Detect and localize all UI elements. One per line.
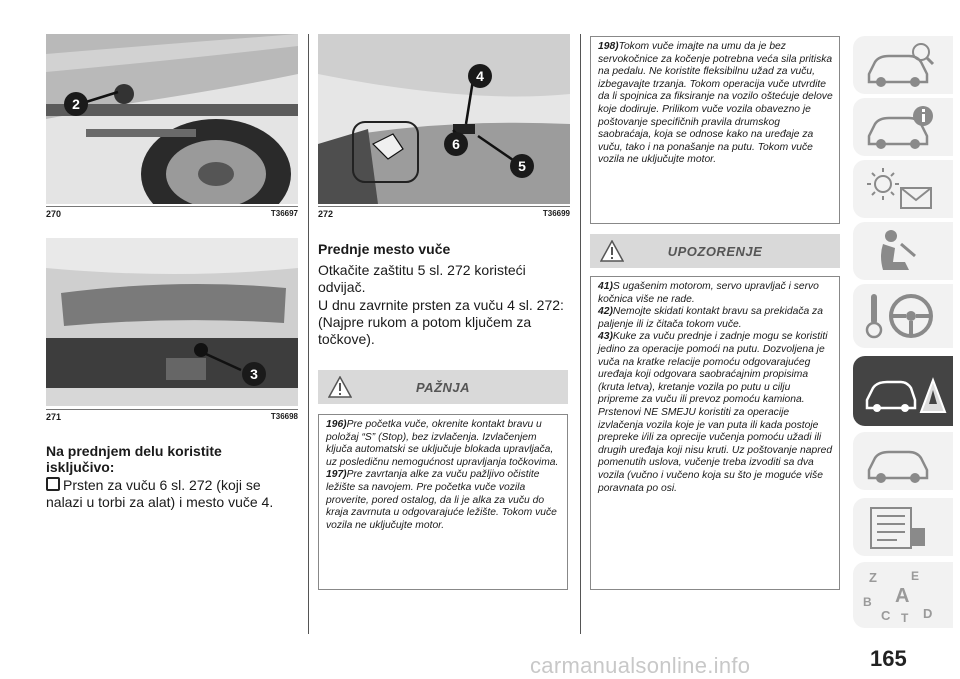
chapter-tab-car-info[interactable] xyxy=(853,36,953,94)
callout-4: 4 xyxy=(476,68,484,84)
body-text-content: Prsten za vuču 6 sl. 272 (koji se nalazi u torbi za alat) i mesto vuče 4. xyxy=(46,477,274,510)
car-info-i-icon xyxy=(861,102,941,152)
emergency-car-icon xyxy=(861,360,947,422)
note-text: Nemojte skidati kontakt bravu sa prekidača za paljenje ili iz čitača tokom vuče. xyxy=(598,306,823,330)
note-number: 41) xyxy=(598,281,613,292)
index-letter: E xyxy=(911,569,920,583)
figure-number: 272 xyxy=(318,209,334,219)
figure-270-rear-underbody xyxy=(46,34,298,204)
note-number: 196) xyxy=(326,419,347,430)
figure-number: 270 xyxy=(46,209,62,219)
warning-header xyxy=(590,234,840,268)
figure-271-rear-bumper xyxy=(46,238,298,406)
body-text xyxy=(46,477,298,511)
warning-lights-mail-icon xyxy=(861,164,941,214)
note-text: Pre početka vuče, okrenite kontakt bravu u položaj “S” (Stop), bez izvlačenja. Izvlačenjem ključa automatski se uključuje blokada upravljača, uz posledičnu nemogućnost upravljanja točkovima. xyxy=(326,419,559,468)
note-41 xyxy=(598,281,833,306)
note-43 xyxy=(598,331,833,495)
index-letter: Z xyxy=(869,570,877,585)
note-text: Tokom vuče imajte na umu da je bez servokočnice za kočenje potrebna veća sila pritiska na pedalu. Ne koristite fleksibilnu užad za vuču, izbegavajte trzanja. Tokom operacija vuče utvrdite da li spojnica za fiksiranje na vozilo oštećuje delove koje dodiruje. Prilikom vuče vozila obavezno je poštovanje specifičnih pravila drumskog saobraćaja, koja se odnose kako na uređaje za vuču, tako i na ponašanje na putu. Tokom vuče vozila ne uključujte motor. xyxy=(598,41,833,166)
warning-notes xyxy=(590,276,840,590)
note-number: 42) xyxy=(598,306,613,318)
figure-272-caption xyxy=(318,206,570,221)
index-letter: T xyxy=(901,611,909,625)
chapter-tab-safety[interactable] xyxy=(853,222,953,280)
seat-airbag-icon xyxy=(861,226,941,276)
section-heading: Prednje mesto vuče xyxy=(318,241,451,257)
index-letter: A xyxy=(895,585,910,607)
chapter-tab-index[interactable] xyxy=(853,562,953,628)
column-separator xyxy=(580,34,581,634)
chapter-tab-dashboard[interactable] xyxy=(853,98,953,156)
note-text: S ugašenim motorom, servo upravljač i servo kočnica više ne rade. xyxy=(598,281,819,305)
callout-3: 3 xyxy=(250,366,258,382)
chapter-tab-driving[interactable] xyxy=(853,284,953,348)
car-maintenance-icon xyxy=(861,436,941,486)
column-separator xyxy=(308,34,309,634)
watermark: carmanualsonline.info xyxy=(530,653,751,678)
chapter-tab-emergency-active[interactable] xyxy=(853,356,953,426)
note-number: 198) xyxy=(598,41,619,52)
steering-key-icon xyxy=(861,288,941,344)
callout-5: 5 xyxy=(518,158,526,174)
warning-title: UPOZORENJE xyxy=(667,244,763,259)
chapter-tab-warning-lights[interactable] xyxy=(853,160,953,218)
note-text: Pre zavrtanja alke za vuču pažljivo očistite ležište sa navojem. Pre početka vuče vozila proverite, pored ostalog, da li je alka za vuču do kraja zavrnuta u odgovarajuće ležište. Tokom vuče vozila ne uključujte motor. xyxy=(326,469,557,531)
note-42 xyxy=(598,306,833,331)
note-number: 197) xyxy=(326,469,347,481)
paragraph: Otkačite zaštitu 5 sl. 272 koristeći odvijač. xyxy=(318,262,526,295)
note-number: 43) xyxy=(598,331,613,343)
callout-2: 2 xyxy=(72,96,80,112)
chapter-tab-specifications[interactable] xyxy=(853,498,953,556)
specifications-list-icon xyxy=(861,502,941,552)
index-letter: B xyxy=(863,595,872,609)
caution-title: PAŽNJA xyxy=(415,380,471,395)
figure-code: T36698 xyxy=(270,412,298,421)
index-letter: C xyxy=(881,608,891,623)
page-number: 165 xyxy=(870,646,907,671)
caution-notes-continued xyxy=(590,36,840,224)
paragraph: U dnu zavrnite prsten za vuču 4 sl. 272: (Najpre rukom a potom ključem za točkove). xyxy=(318,297,564,347)
car-info-icon xyxy=(861,40,941,90)
note-text: Kuke za vuču prednje i zadnje mogu se koristiti jedino za operacije pomoći na putu. Dozvoljena je vuča na kratke relacije pomoću odgovarajućeg uređaja koji odgovara saobraćajnim propisima (kruta letva), kretanje vozila po putu u cilju pripreme za vuču ili prevoz pomoću kamiona. Prstenovi NE SMEJU koristiti za operacije izvlačenja vozila koje je van puta ili kada postoje prepreke i/ili za oprecije vučenja pomoću užadi ili drugih uređaja koji nisu kruti. Uz poštovanje napred pomenutih uslova, vučenje treba izvoditi sa dva vozila (vučno i vučeno koja su što je moguće više poravnata po osi. xyxy=(598,331,833,494)
section-heading: Na prednjem delu koristite isključivo: xyxy=(46,443,222,475)
chapter-tab-maintenance[interactable] xyxy=(853,432,953,490)
caution-notes xyxy=(318,414,568,590)
figure-272-front-bumper xyxy=(318,34,570,204)
note-196 xyxy=(326,419,561,469)
note-197 xyxy=(326,469,561,532)
alphabetical-index-icon xyxy=(861,566,947,626)
callout-6: 6 xyxy=(452,136,460,152)
figure-number: 271 xyxy=(46,412,62,422)
caution-header xyxy=(318,370,568,404)
key-bullet-icon xyxy=(46,477,60,491)
index-letter: D xyxy=(923,606,933,621)
note-198 xyxy=(598,41,833,167)
figure-code: T36697 xyxy=(270,209,298,218)
figure-code: T36699 xyxy=(542,209,570,218)
figure-270-caption xyxy=(46,206,298,221)
figure-271-caption xyxy=(46,409,298,424)
